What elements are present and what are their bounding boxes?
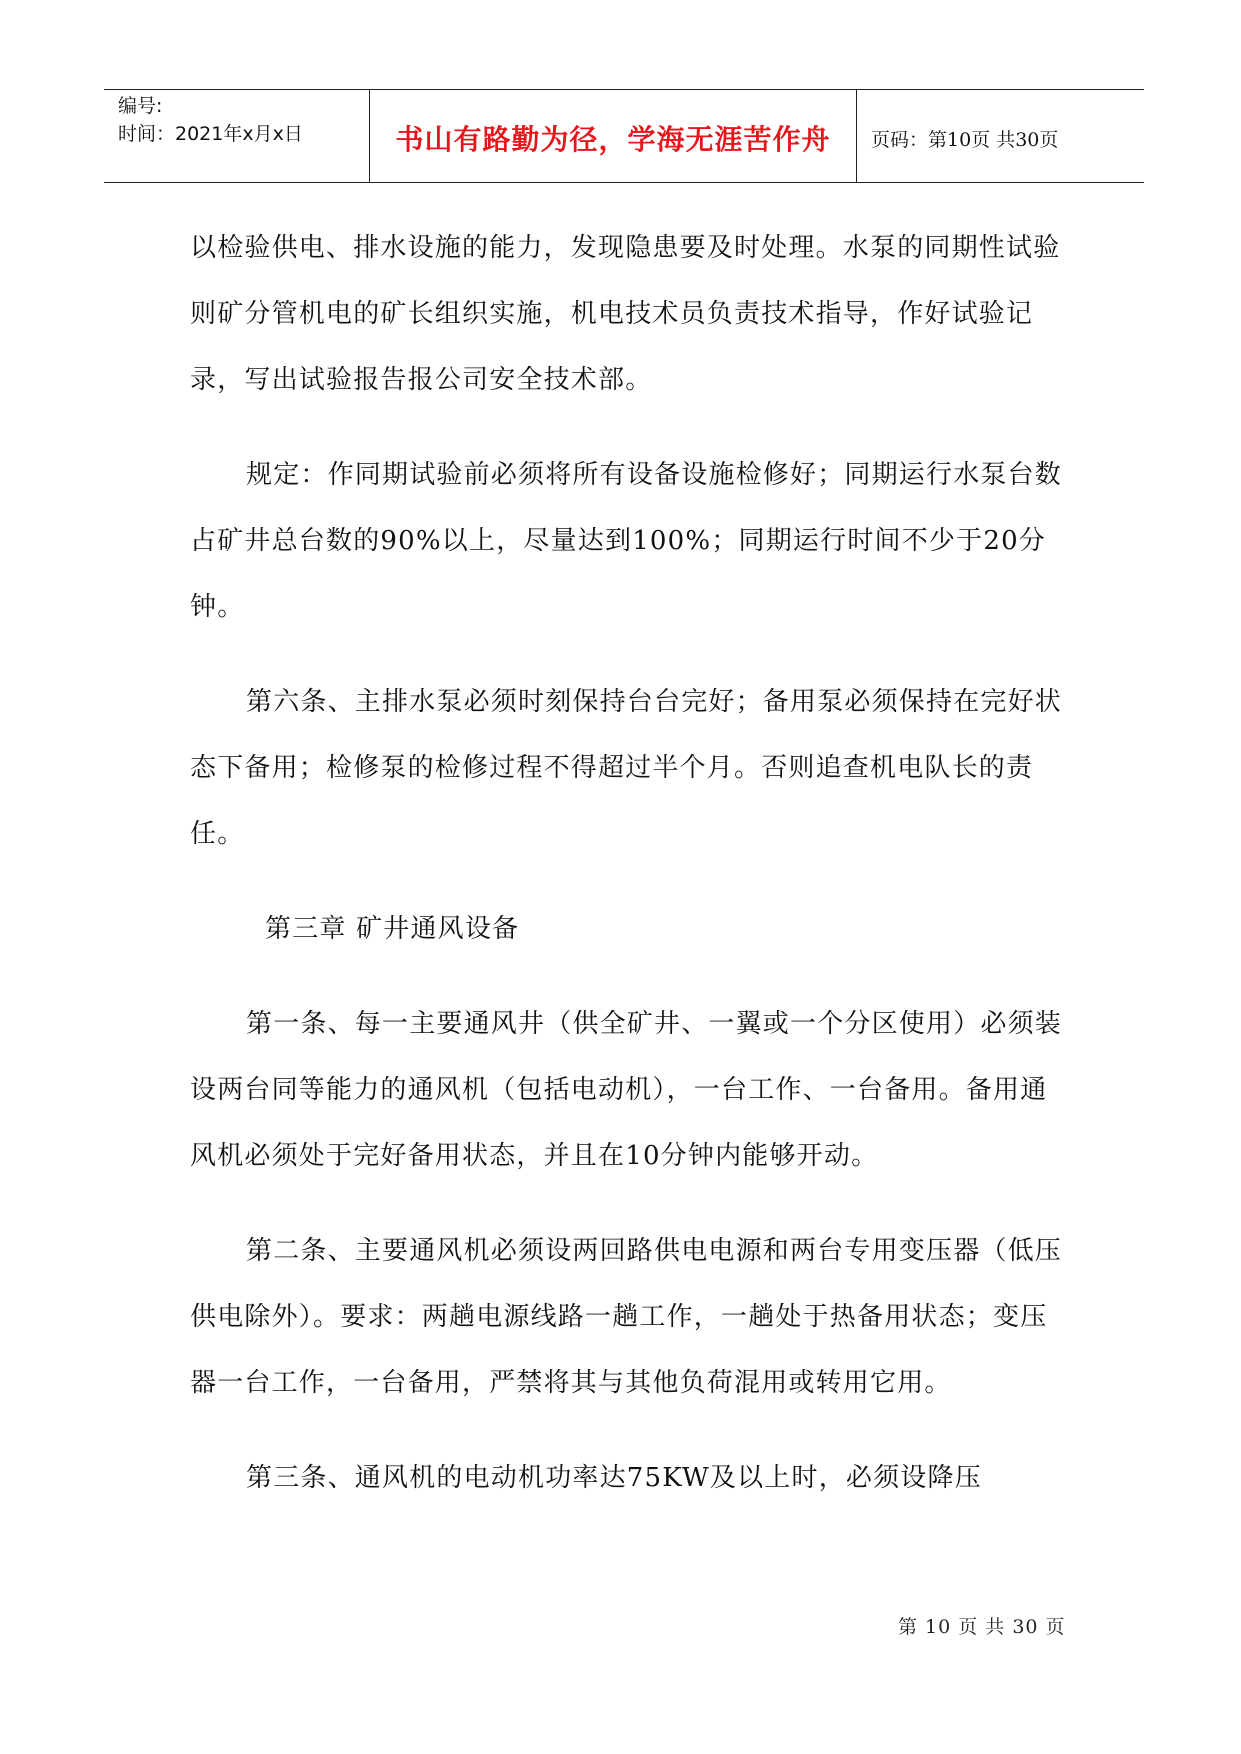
- header-page-info: 页码：第10页 共30页: [871, 128, 1059, 151]
- header-motto-cell: [370, 90, 857, 182]
- header-left-cell: [104, 90, 370, 182]
- paragraph-article-6: 第六条、主排水泵必须时刻保持台台完好；备用泵必须保持在完好状态下备用；检修泵的检修过程不得超过半个月。否则追查机电队长的责任。: [190, 687, 1063, 849]
- document-body: [190, 215, 1070, 1540]
- document-time-label: 时间：2021年x月x日: [118, 123, 303, 145]
- paragraph-article-3: 第三条、通风机的电动机功率达75KW及以上时，必须设降压: [246, 1463, 982, 1493]
- header-motto: 书山有路勤为径，学海无涯苦作舟: [395, 123, 831, 156]
- paragraph-article-1: 第一条、每一主要通风井（供全矿井、一翼或一个分区使用）必须装设两台同等能力的通风机（包括电动机），一台工作、一台备用。备用通风机必须处于完好备用状态，并且在10分钟内能够开动。: [190, 1009, 1063, 1171]
- header-page-info-cell: [857, 90, 1144, 182]
- paragraph-rule: 规定：作同期试验前必须将所有设备设施检修好；同期运行水泵台数占矿井总台数的90%以上，尽量达到100%；同期运行时间不少于20分钟。: [190, 460, 1063, 622]
- paragraph-continuation: 以检验供电、排水设施的能力，发现隐患要及时处理。水泵的同期性试验则矿分管机电的矿长组织实施，机电技术员负责技术指导，作好试验记录，写出试验报告报公司安全技术部。: [190, 233, 1061, 395]
- page-header: [104, 89, 1144, 183]
- document-number-label: 编号:: [118, 95, 163, 117]
- page-footer: 第 10 页 共 30 页: [898, 1616, 1066, 1638]
- chapter-heading: 第三章 矿井通风设备: [265, 914, 520, 944]
- paragraph-article-2: 第二条、主要通风机必须设两回路供电电源和两台专用变压器（低压供电除外）。要求：两趟电源线路一趟工作，一趟处于热备用状态；变压器一台工作，一台备用，严禁将其与其他负荷混用或转用它用。: [190, 1236, 1063, 1398]
